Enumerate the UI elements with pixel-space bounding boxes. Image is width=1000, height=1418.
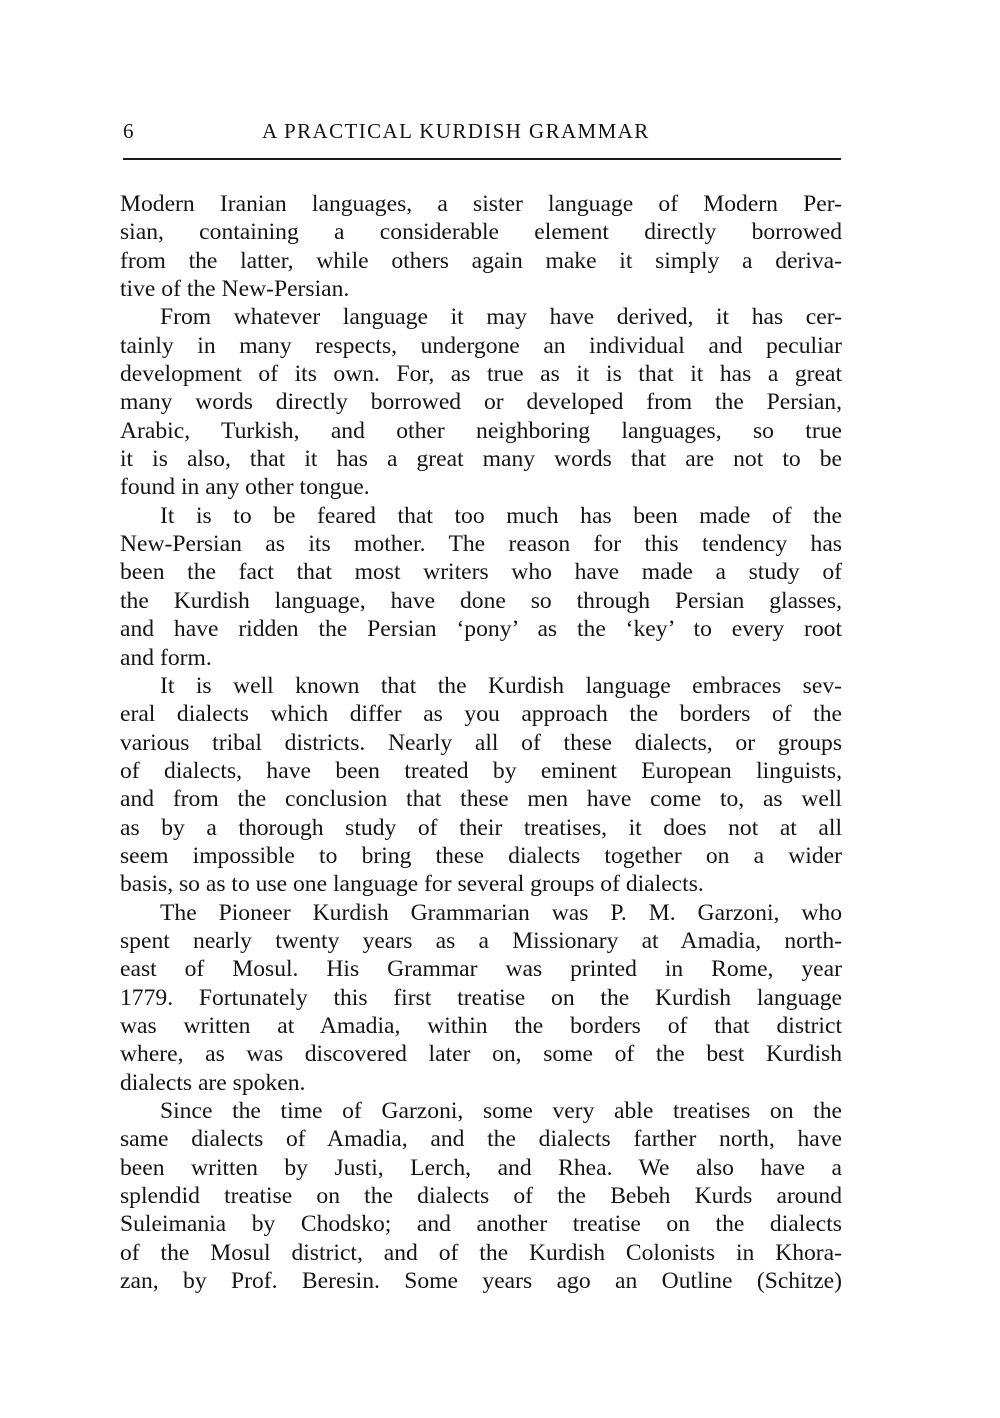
text-line: sian, containing a considerable element directly borrowed [120, 219, 842, 246]
text-line: it is also, that it has a great many words that are not to be [120, 446, 842, 473]
text-line: spent nearly twenty years as a Missionary at Amadia, north- [120, 927, 842, 954]
body-text [120, 190, 842, 1295]
text-line: Modern Iranian languages, a sister language of Modern Per- [120, 191, 842, 217]
text-line: seem impossible to bring these dialects together on a wider [120, 842, 842, 869]
text-line: dialects are spoken. [120, 1069, 306, 1096]
header-rule [123, 158, 841, 160]
text-line: New-Persian as its mother. The reason for this tendency has [120, 531, 842, 558]
text-line: as by a thorough study of their treatises, it does not at all [120, 814, 842, 841]
text-line: 1779. Fortunately this first treatise on the Kurdish language [120, 984, 842, 1011]
text-line: of dialects, have been treated by eminent European linguists, [120, 757, 842, 784]
text-line: same dialects of Amadia, and the dialects farther north, have [120, 1126, 842, 1153]
book-page [120, 0, 842, 1418]
text-line: From whatever language it may have derived, it has cer- [160, 304, 842, 331]
text-line: It is well known that the Kurdish language embraces sev- [160, 672, 842, 699]
text-line: been written by Justi, Lerch, and Rhea. We also have a [120, 1154, 842, 1181]
text-line: found in any other tongue. [120, 474, 370, 501]
text-line: development of its own. For, as true as it is that it has a great [120, 361, 842, 388]
text-line: east of Mosul. His Grammar was printed in Rome, year [120, 956, 842, 983]
text-line: from the latter, while others again make it simply a deriva- [120, 247, 842, 274]
text-line: various tribal districts. Nearly all of these dialects, or groups [120, 729, 842, 756]
text-line: been the fact that most writers who have made a study of [120, 559, 842, 586]
text-line: and have ridden the Persian ‘pony’ as the ‘key’ to every root [120, 616, 842, 643]
text-line: basis, so as to use one language for several groups of dialects. [120, 871, 704, 898]
text-line: and form. [120, 644, 212, 671]
text-line: splendid treatise on the dialects of the Bebeh Kurds around [120, 1183, 842, 1210]
text-line: eral dialects which differ as you approach the borders of the [120, 701, 842, 728]
running-title: A PRACTICAL KURDISH GRAMMAR [262, 119, 650, 143]
page-number: 6 [123, 119, 135, 143]
text-line: many words directly borrowed or developed from the Persian, [120, 389, 842, 416]
running-header [120, 117, 842, 149]
text-line: was written at Amadia, within the borders of that district [120, 1012, 842, 1039]
text-line: Arabic, Turkish, and other neighboring languages, so true [120, 417, 842, 444]
text-line: tive of the New-Persian. [120, 276, 350, 303]
text-line: It is to be feared that too much has been made of the [160, 502, 842, 529]
text-line: of the Mosul district, and of the Kurdish Colonists in Khora- [120, 1239, 842, 1266]
text-line: where, as was discovered later on, some of the best Kurdish [120, 1041, 842, 1068]
text-line: zan, by Prof. Beresin. Some years ago an Outline (Schitze) [120, 1268, 842, 1295]
text-line: the Kurdish language, have done so through Persian glasses, [120, 587, 842, 614]
text-line: tainly in many respects, undergone an individual and peculiar [120, 332, 842, 359]
text-line: and from the conclusion that these men have come to, as well [120, 786, 842, 813]
text-line: Suleimania by Chodsko; and another treatise on the dialects [120, 1211, 842, 1238]
text-line: The Pioneer Kurdish Grammarian was P. M. Garzoni, who [160, 899, 842, 926]
text-line: Since the time of Garzoni, some very able treatises on the [160, 1098, 842, 1124]
